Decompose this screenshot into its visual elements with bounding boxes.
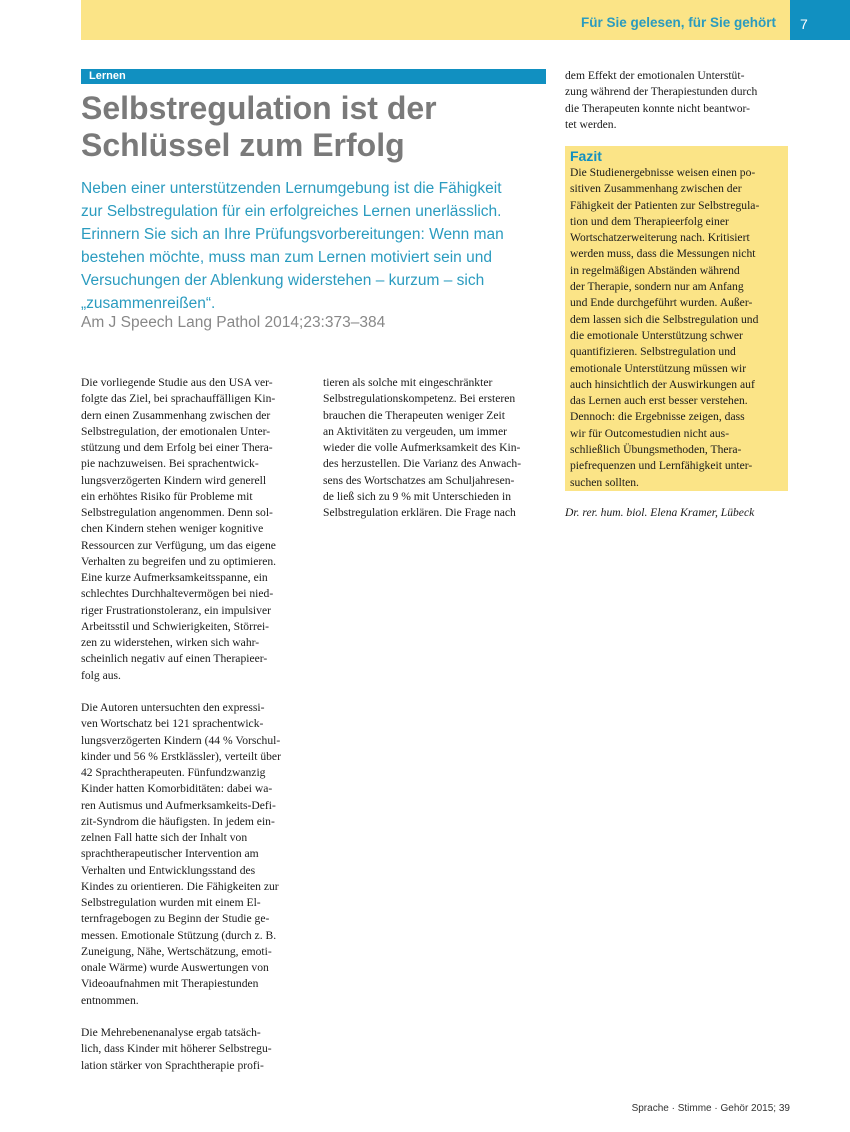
paragraph — [81, 1025, 303, 1074]
fazit-line: in regelmäßigen Abständen während — [570, 263, 740, 277]
paragraph — [323, 375, 545, 521]
fazit-title: Fazit — [570, 148, 602, 164]
header-bar — [81, 0, 790, 40]
text-line: Selbstregulationskompetenz. Bei ersteren — [323, 392, 516, 406]
text-line: des herzustellen. Die Varianz des Anwach- — [323, 457, 522, 471]
text-line: chen Kindern stehen weniger kognitive — [81, 522, 264, 536]
text-line: Selbstregulation, der emotionalen Unter- — [81, 424, 271, 438]
fazit-line: wir für Outcomestudien nicht aus- — [570, 426, 730, 440]
text-line: kinder und 56 % Erstklässler), verteilt über — [81, 749, 281, 763]
fazit-box — [565, 146, 788, 491]
paragraph — [565, 68, 789, 133]
article-lead — [81, 177, 556, 315]
fazit-line: das Lernen auch erst besser verstehen. — [570, 394, 748, 408]
lead-line: „zusammenreißen“. — [81, 295, 216, 312]
text-line: entnommen. — [81, 993, 139, 1007]
text-line: pie nachzuweisen. Bei sprachentwick- — [81, 457, 259, 471]
text-line: lation stärker von Sprachtherapie profi- — [81, 1058, 264, 1072]
fazit-line: emotionale Unterstützung müssen wir — [570, 361, 747, 375]
journal-footer: Sprache · Stimme · Gehör 2015; 39 — [631, 1103, 790, 1114]
fazit-line: quantifizieren. Selbstregulation und — [570, 345, 736, 359]
title-line: Selbstregulation ist der — [81, 90, 437, 126]
text-line: ren Autismus und Aufmerksamkeits-Defi- — [81, 798, 276, 812]
fazit-body — [570, 165, 784, 491]
text-line: Eine kurze Aufmerksamkeitsspanne, ein — [81, 571, 268, 584]
text-line: Verhalten und Entwicklungsstand des — [81, 863, 256, 877]
text-line: Die Autoren untersuchten den expressi- — [81, 701, 265, 714]
text-line: schlechtes Durchhaltevermögen bei nied- — [81, 587, 274, 601]
text-line: brauchen die Therapeuten weniger Zeit — [323, 408, 505, 422]
text-line: folg aus. — [81, 668, 121, 682]
title-line: Schlüssel zum Erfolg — [81, 127, 405, 163]
fazit-line: dem lassen sich die Selbstregulation und — [570, 312, 759, 326]
fazit-line: Die Studienergebnisse weisen einen po- — [570, 166, 756, 179]
lead-line: Versuchungen der Ablenkung widerstehen – kurzum – sich — [81, 272, 485, 289]
text-line: zen zu widerstehen, wirken sich wahr- — [81, 636, 260, 649]
text-line: ternfragebogen zu Beginn der Studie ge- — [81, 912, 270, 926]
text-line: dern einen Zusammenhang zwischen der — [81, 408, 271, 422]
body-column-2 — [323, 375, 545, 538]
fazit-line: die emotionale Unterstützung schwer — [570, 328, 743, 342]
text-line: Videoaufnahmen mit Therapiestunden — [81, 977, 259, 991]
body-column-1 — [81, 375, 303, 1090]
fazit-line: und Ende durchgeführt wurden. Außer- — [570, 296, 753, 310]
text-line: Kindes zu orientieren. Die Fähigkeiten zur — [81, 879, 279, 893]
text-line: Selbstregulation angenommen. Denn sol- — [81, 506, 273, 519]
author-signature: Dr. rer. hum. biol. Elena Kramer, Lübeck — [565, 506, 755, 519]
text-line: tieren als solche mit eingeschränkter — [323, 376, 493, 389]
text-line: folgte das Ziel, bei sprachauffälligen Kin- — [81, 392, 276, 406]
text-line: onale Wärme) wurde Auswertungen von — [81, 961, 269, 974]
fazit-line: piefrequenzen und Lernfähigkeit unter- — [570, 459, 753, 473]
text-line: ven Wortschatz bei 121 sprachentwick- — [81, 717, 264, 731]
text-line: Selbstregulation wurden mit einem El- — [81, 896, 261, 909]
page-number: 7 — [800, 16, 808, 32]
fazit-line: auch hinsichtlich der Auswirkungen auf — [570, 377, 755, 391]
page-number-box — [790, 0, 850, 40]
text-line: zit-Syndrom die häufigsten. In jedem ein- — [81, 814, 275, 828]
lead-line: zur Selbstregulation für ein erfolgreiches Lernen unerlässlich. — [81, 203, 502, 220]
text-line: ein erhöhtes Risiko für Probleme mit — [81, 489, 253, 503]
text-line: an Aktivitäten zu vergeuden, um immer — [323, 424, 507, 438]
source-citation: Am J Speech Lang Pathol 2014;23:373–384 — [81, 314, 386, 331]
fazit-line: schließlich Übungsmethoden, Thera- — [570, 443, 742, 457]
text-line: Selbstregulation erklären. Die Frage nach — [323, 506, 516, 519]
text-line: riger Frustrationstoleranz, ein impulsiver — [81, 603, 271, 617]
text-line: zelnen Fall hatte sich der Inhalt von — [81, 831, 248, 844]
text-line: Zuneigung, Nähe, Wertschätzung, emoti- — [81, 944, 272, 958]
text-line: messen. Emotionale Stützung (durch z. B. — [81, 928, 277, 942]
text-line: stützung und dem Erfolg bei einer Thera- — [81, 441, 273, 454]
fazit-line: tion und dem Therapieerfolg einer — [570, 214, 729, 228]
text-line: sens des Wortschatzes am Schuljahresen- — [323, 473, 515, 487]
paragraph — [81, 375, 303, 684]
section-label-bar — [81, 69, 546, 84]
text-line: Arbeitsstil und Schwierigkeiten, Störrei- — [81, 619, 270, 633]
section-label: Lernen — [89, 70, 126, 82]
fazit-line: Dennoch: die Ergebnisse zeigen, dass — [570, 410, 745, 424]
fazit-line: sitiven Zusammenhang zwischen der — [570, 182, 742, 196]
fazit-line: Wortschatzerweiterung nach. Kritisiert — [570, 231, 750, 245]
text-line: de ließ sich zu 9 % mit Unterschieden in — [323, 489, 512, 503]
text-line: Die Mehrebenenanalyse ergab tatsäch- — [81, 1026, 261, 1039]
fazit-line: der Therapie, sondern nur am Anfang — [570, 280, 744, 294]
text-line: Ressourcen zur Verfügung, um das eigene — [81, 538, 276, 552]
text-line: lich, dass Kinder mit höherer Selbstregu- — [81, 1042, 272, 1056]
text-line: lungsverzögerten Kindern (44 % Vorschul- — [81, 733, 281, 747]
text-line: 42 Sprachtherapeuten. Fünfundzwanzig — [81, 766, 266, 779]
article-title — [81, 90, 551, 164]
text-line: zung während der Therapiestunden durch — [565, 85, 758, 99]
text-line: tet werden. — [565, 117, 617, 131]
text-line: Kinder hatten Komorbiditäten: dabei wa- — [81, 782, 273, 796]
lead-line: Erinnern Sie sich an Ihre Prüfungsvorbereitungen: Wenn man — [81, 226, 504, 243]
fazit-line: suchen sollten. — [570, 475, 639, 489]
lead-line: bestehen möchte, muss man zum Lernen motiviert sein und — [81, 249, 492, 266]
fazit-line: Fähigkeit der Patienten zur Selbstregula- — [570, 198, 760, 212]
paragraph — [81, 700, 303, 1009]
text-line: Verhalten zu begreifen und zu optimieren. — [81, 554, 277, 568]
text-line: sprachtherapeutischer Intervention am — [81, 847, 259, 861]
running-header-title: Für Sie gelesen, für Sie gehört — [580, 15, 776, 30]
fazit-line: werden muss, dass die Messungen nicht — [570, 247, 756, 261]
text-line: scheinlich negativ auf einen Therapieer- — [81, 652, 268, 666]
text-line: wieder die volle Aufmerksamkeit des Kin- — [323, 441, 521, 454]
text-line: dem Effekt der emotionalen Unterstüt- — [565, 69, 745, 82]
body-column-3 — [565, 68, 789, 149]
lead-line: Neben einer unterstützenden Lernumgebung ist die Fähigkeit — [81, 180, 502, 197]
text-line: die Therapeuten konnte nicht beantwor- — [565, 101, 750, 115]
text-line: lungsverzögerten Kindern wird generell — [81, 473, 267, 487]
text-line: Die vorliegende Studie aus den USA ver- — [81, 376, 273, 389]
